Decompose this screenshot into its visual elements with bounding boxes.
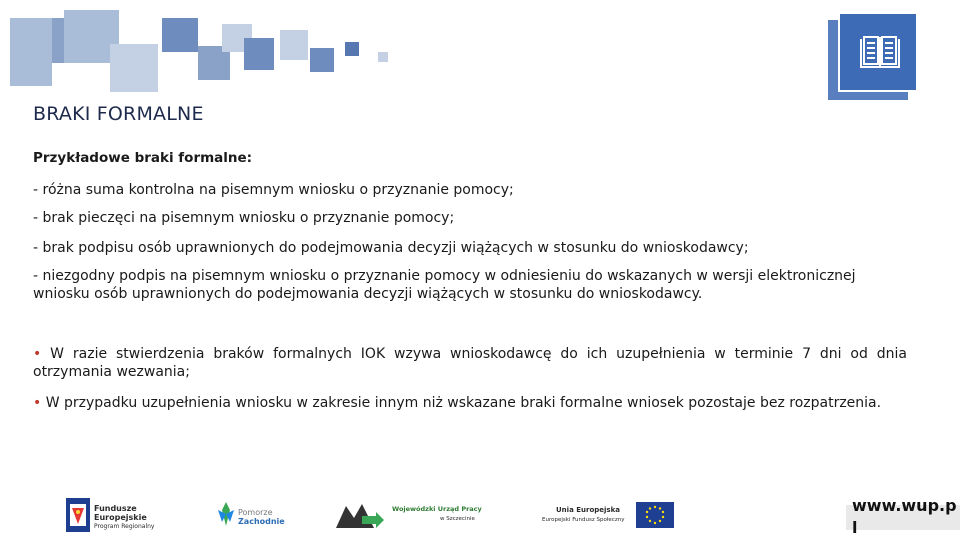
bullet-paragraph xyxy=(33,345,907,381)
pomorze-line2: Zachodnie xyxy=(238,517,285,526)
decor-square xyxy=(378,52,388,62)
wup-emblem-icon xyxy=(336,500,386,530)
unia-europejska-logo xyxy=(540,498,676,534)
list-item: - brak podpisu osób uprawnionych do podejmowania decyzji wiążących w stosunku do wnioskodawcy; xyxy=(33,240,749,256)
decor-square xyxy=(310,48,334,72)
fundusze-line2: Europejskie xyxy=(94,513,147,522)
fundusze-flag-icon xyxy=(66,498,90,532)
list-item: - brak pieczęci na pisemnym wniosku o przyznanie pomocy; xyxy=(33,210,455,226)
decor-square xyxy=(162,18,198,52)
bullet-marker: • xyxy=(33,395,42,411)
subheading: Przykładowe braki formalne: xyxy=(33,150,253,166)
bullet-text: W razie stwierdzenia braków formalnych IOK wzywa wnioskodawcę do ich uzupełnienia w terminie 7 dni od dnia otrzymania wezwania; xyxy=(33,346,907,380)
bullet-marker: • xyxy=(33,346,42,362)
ue-line1: Unia Europejska xyxy=(556,506,620,514)
fundusze-europejskie-logo xyxy=(66,498,166,534)
decor-square xyxy=(280,30,308,60)
fundusze-line1: Fundusze xyxy=(94,504,137,513)
pomorze-emblem-icon xyxy=(216,500,236,528)
pomorze-zachodnie-logo xyxy=(216,498,286,534)
wup-logo xyxy=(336,498,486,534)
list-item: - różna suma kontrolna na pisemnym wniosku o przyznanie pomocy; xyxy=(33,182,514,198)
decor-square xyxy=(10,18,52,86)
wup-line2: w Szczecinie xyxy=(440,516,475,522)
wup-line1: Wojewódzki Urząd Pracy xyxy=(392,505,482,513)
ue-line2: Europejski Fundusz Społeczny xyxy=(542,517,625,523)
decor-square xyxy=(52,18,64,63)
website-link[interactable]: www.wup.pl xyxy=(852,496,957,537)
decor-square xyxy=(244,38,274,70)
bullet-paragraph xyxy=(33,394,907,412)
page-title: BRAKI FORMALNE xyxy=(33,103,204,125)
book-tile xyxy=(838,12,918,92)
list-item: - niezgodny podpis na pisemnym wniosku o przyznanie pomocy w odniesieniu do wskazanych w wersji elektronicznej wniosku osób uprawnionych do podejmowania decyzji wiążących w stosunku do wnioskodawcy. xyxy=(33,268,856,302)
eu-flag-icon xyxy=(636,502,674,528)
bullet-text: W przypadku uzupełnienia wniosku w zakresie innym niż wskazane braki formalne wniosek pozostaje bez rozpatrzenia. xyxy=(45,395,882,411)
decor-square xyxy=(110,44,158,92)
decor-square xyxy=(345,42,359,56)
pomorze-line1: Pomorze xyxy=(238,508,273,517)
open-book-icon xyxy=(858,34,902,72)
fundusze-line3: Program Regionalny xyxy=(94,523,155,530)
